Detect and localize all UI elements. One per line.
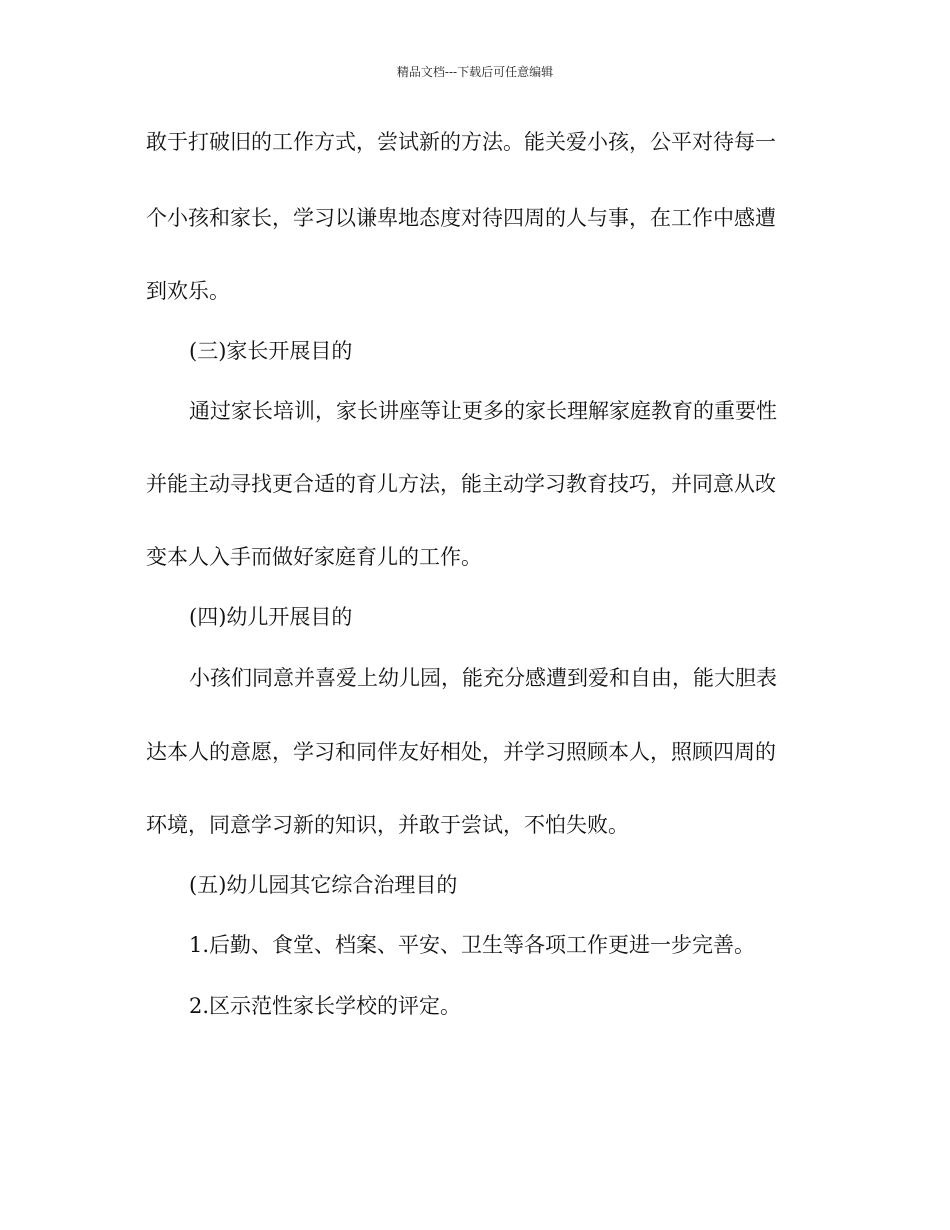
section-heading: (四)幼儿开展目的 bbox=[189, 605, 353, 629]
paragraph-line: 通过家长培训，家长讲座等让更多的家长理解家庭教育的重要性 bbox=[189, 399, 777, 423]
section-heading: (五)幼儿园其它综合治理目的 bbox=[189, 873, 458, 897]
paragraph-line: 敢于打破旧的工作方式，尝试新的方法。能关爱小孩，公平对待每一 bbox=[146, 130, 776, 154]
paragraph-line: 达本人的意愿，学习和同伴友好相处，并学习照顾本人，照顾四周的 bbox=[146, 740, 776, 764]
list-item: 1.后勤、食堂、档案、平安、卫生等各项工作更进一步完善。 bbox=[189, 933, 756, 957]
paragraph-line: 变本人入手而做好家庭育儿的工作。 bbox=[146, 545, 482, 569]
paragraph-line: 环境，同意学习新的知识，并敢于尝试，不怕失败。 bbox=[146, 813, 629, 837]
list-item: 2.区示范性家长学校的评定。 bbox=[189, 994, 462, 1018]
paragraph-line: 并能主动寻找更合适的育儿方法，能主动学习教育技巧，并同意从改 bbox=[146, 472, 776, 496]
page-header: 精品文档---下载后可任意编辑 bbox=[396, 65, 554, 79]
section-heading: (三)家长开展目的 bbox=[189, 339, 353, 363]
paragraph-line: 小孩们同意并喜爱上幼儿园，能充分感遭到爱和自由，能大胆表 bbox=[189, 666, 777, 690]
paragraph-line: 个小孩和家长，学习以谦卑地态度对待四周的人与事，在工作中感遭 bbox=[146, 206, 776, 230]
paragraph-line: 到欢乐。 bbox=[146, 279, 230, 303]
